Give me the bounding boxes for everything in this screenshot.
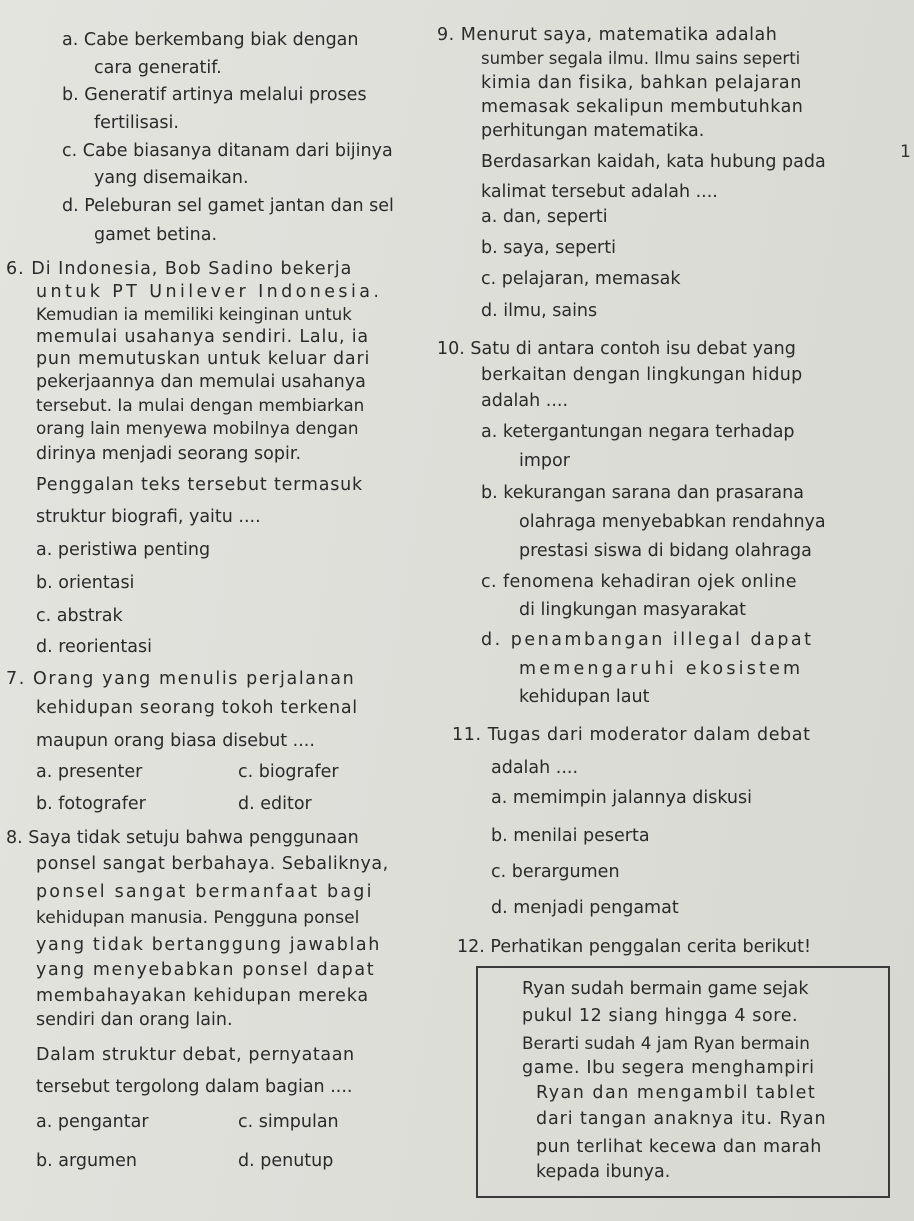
- q11-line: 11. Tugas dari moderator dalam debat: [452, 725, 811, 745]
- q11-option-a: a. memimpin jalannya diskusi: [491, 788, 752, 808]
- q10-option-d-cont2: kehidupan laut: [519, 687, 650, 707]
- q9-line: perhitungan matematika.: [481, 121, 705, 141]
- q7-option-a: a. presenter: [36, 762, 143, 782]
- q6-question-cont: struktur biografi, yaitu ....: [36, 507, 261, 527]
- q8-line: sendiri dan orang lain.: [36, 1010, 233, 1030]
- q10-option-b: b. kekurangan sarana dan prasarana: [481, 483, 804, 503]
- q11-option-b: b. menilai peserta: [491, 826, 650, 846]
- story-line: game. Ibu segera menghampiri: [522, 1058, 815, 1078]
- q9-option-b: b. saya, seperti: [481, 238, 616, 258]
- q10-option-d-cont: memengaruhi ekosistem: [519, 659, 804, 679]
- q10-option-d: d. penambangan illegal dapat: [481, 630, 814, 650]
- q7-option-c: c. biografer: [238, 762, 339, 782]
- story-line: dari tangan anaknya itu. Ryan: [536, 1109, 827, 1129]
- q6-line: pekerjaannya dan memulai usahanya: [36, 372, 366, 392]
- q6-question: Penggalan teks tersebut termasuk: [36, 475, 363, 495]
- q9-line: kalimat tersebut adalah ....: [481, 182, 718, 202]
- story-line: pun terlihat kecewa dan marah: [536, 1137, 822, 1157]
- q10-option-a: a. ketergantungan negara terhadap: [481, 422, 795, 442]
- q6-option-a: a. peristiwa penting: [36, 540, 211, 560]
- q6-option-c: c. abstrak: [36, 606, 123, 626]
- q6-line: orang lain menyewa mobilnya dengan: [36, 418, 359, 438]
- q8-question-cont: tersebut tergolong dalam bagian ....: [36, 1077, 353, 1097]
- q5-option-c: c. Cabe biasanya ditanam dari bijinya: [62, 141, 393, 161]
- q11-option-c: c. berargumen: [491, 862, 620, 882]
- q5-option-b-cont: fertilisasi.: [94, 113, 179, 133]
- q6-option-d: d. reorientasi: [36, 637, 152, 657]
- q5-option-b: b. Generatif artinya melalui proses: [62, 85, 367, 105]
- q9-line: memasak sekalipun membutuhkan: [481, 97, 804, 117]
- q8-option-a: a. pengantar: [36, 1112, 149, 1132]
- q7-option-d: d. editor: [238, 794, 312, 814]
- q9-option-c: c. pelajaran, memasak: [481, 269, 681, 289]
- q8-line: yang menyebabkan ponsel dapat: [36, 960, 376, 980]
- q5-option-d: d. Peleburan sel gamet jantan dan sel: [62, 196, 394, 216]
- q6-line: memulai usahanya sendiri. Lalu, ia: [36, 327, 369, 347]
- q8-line: kehidupan manusia. Pengguna ponsel: [36, 908, 360, 928]
- page-mark: 1: [900, 142, 911, 162]
- story-line: Berarti sudah 4 jam Ryan bermain: [522, 1033, 810, 1053]
- story-line: Ryan dan mengambil tablet: [536, 1083, 817, 1103]
- q9-line: 9. Menurut saya, matematika adalah: [437, 25, 778, 45]
- q5-option-d-cont: gamet betina.: [94, 225, 218, 245]
- story-line: pukul 12 siang hingga 4 sore.: [522, 1006, 799, 1026]
- q9-option-d: d. ilmu, sains: [481, 301, 598, 321]
- q8-question: Dalam struktur debat, pernyataan: [36, 1045, 355, 1065]
- q8-option-c: c. simpulan: [238, 1112, 339, 1132]
- q8-option-b: b. argumen: [36, 1151, 137, 1171]
- q10-line: 10. Satu di antara contoh isu debat yang: [437, 339, 796, 359]
- q10-line: adalah ....: [481, 391, 569, 411]
- q7-line: 7. Orang yang menulis perjalanan: [6, 669, 356, 689]
- story-line: Ryan sudah bermain game sejak: [522, 979, 809, 999]
- q6-line: tersebut. Ia mulai dengan membiarkan: [36, 395, 365, 415]
- q8-line: ponsel sangat bermanfaat bagi: [36, 882, 374, 902]
- q8-line: yang tidak bertanggung jawablah: [36, 935, 381, 955]
- q11-line: adalah ....: [491, 758, 579, 778]
- q10-option-a-cont: impor: [519, 451, 570, 471]
- q8-line: membahayakan kehidupan mereka: [36, 986, 369, 1006]
- q12-title: 12. Perhatikan penggalan cerita berikut!: [457, 937, 811, 957]
- q9-option-a: a. dan, seperti: [481, 207, 608, 227]
- q9-line: sumber segala ilmu. Ilmu sains seperti: [481, 49, 801, 68]
- q9-line: Berdasarkan kaidah, kata hubung pada: [481, 152, 826, 172]
- q6-line: 6. Di Indonesia, Bob Sadino bekerja: [6, 259, 353, 279]
- q10-option-b-cont: olahraga menyebabkan rendahnya: [519, 512, 826, 532]
- q7-option-b: b. fotografer: [36, 794, 146, 814]
- q8-line: 8. Saya tidak setuju bahwa penggunaan: [6, 828, 359, 848]
- story-line: kepada ibunya.: [536, 1162, 671, 1182]
- q6-line: dirinya menjadi seorang sopir.: [36, 444, 302, 464]
- q6-option-b: b. orientasi: [36, 573, 135, 593]
- q5-option-a-cont: cara generatif.: [94, 58, 222, 78]
- q7-line: maupun orang biasa disebut ....: [36, 731, 315, 751]
- q10-option-c: c. fenomena kehadiran ojek online: [481, 572, 797, 592]
- q11-option-d: d. menjadi pengamat: [491, 898, 679, 918]
- q6-line: pun memutuskan untuk keluar dari: [36, 349, 371, 369]
- q7-line: kehidupan seorang tokoh terkenal: [36, 698, 358, 718]
- q10-option-c-cont: di lingkungan masyarakat: [519, 600, 747, 620]
- q10-line: berkaitan dengan lingkungan hidup: [481, 365, 803, 385]
- q5-option-c-cont: yang disemaikan.: [94, 168, 249, 188]
- q5-option-a: a. Cabe berkembang biak dengan: [62, 30, 359, 50]
- q9-line: kimia dan fisika, bahkan pelajaran: [481, 73, 802, 93]
- q8-option-d: d. penutup: [238, 1151, 334, 1171]
- q6-line: Kemudian ia memiliki keinginan untuk: [36, 305, 352, 324]
- q10-option-b-cont2: prestasi siswa di bidang olahraga: [519, 541, 812, 561]
- q6-line: untuk PT Unilever Indonesia.: [36, 282, 383, 302]
- q8-line: ponsel sangat berbahaya. Sebaliknya,: [36, 854, 389, 874]
